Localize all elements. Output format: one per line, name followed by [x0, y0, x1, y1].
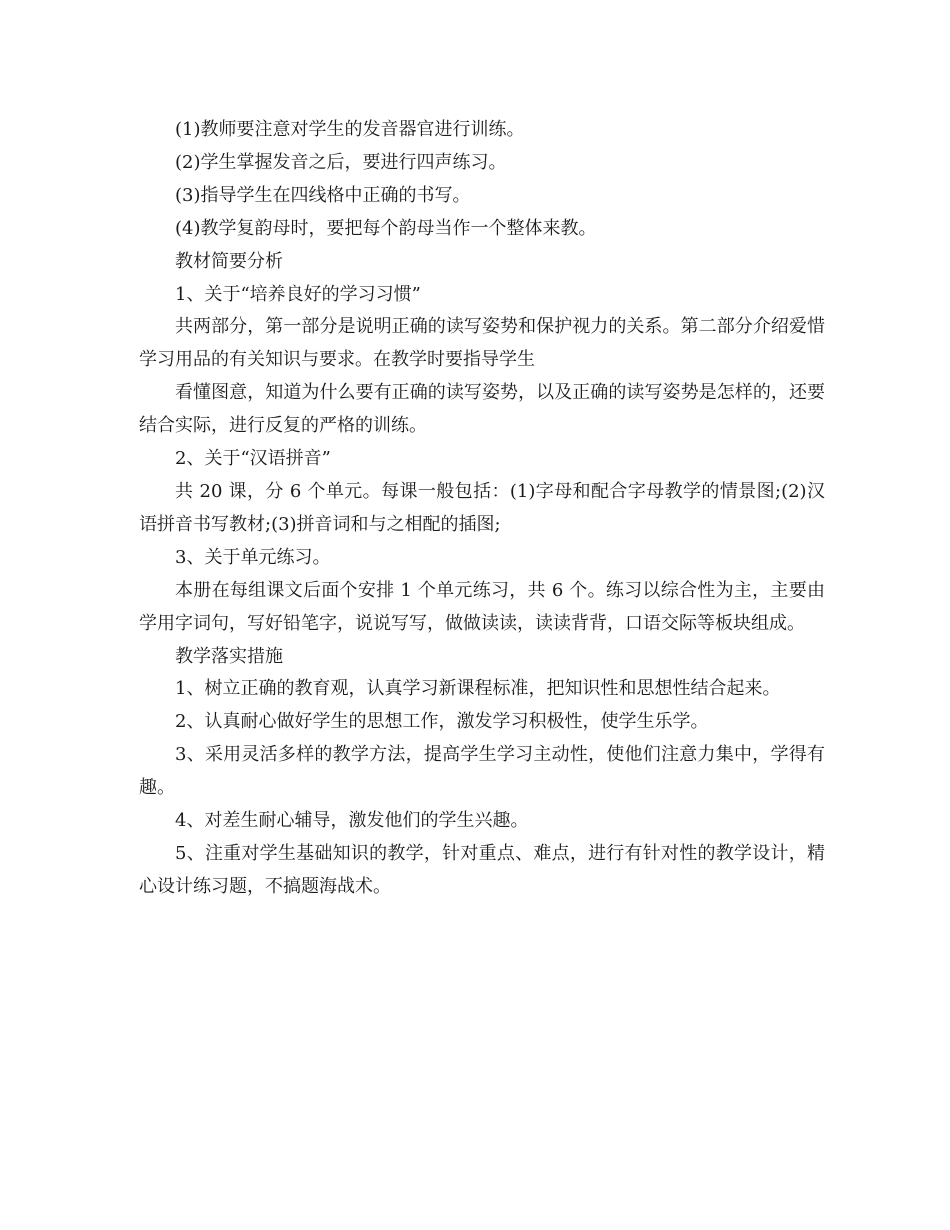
- document-body: [139, 114, 825, 904]
- measure-item-4: 4、对差生耐心辅导，激发他们的学生兴趣。: [175, 810, 529, 832]
- paragraph-step-1: (1)教师要注意对学生的发音器官进行训练。: [175, 119, 525, 140]
- subheading-pinyin: 2、关于“汉语拼音”: [175, 448, 331, 470]
- paragraph-unit-exercises: 本册在每组课文后面个安排 1 个单元练习，共 6 个。练习以综合性为主，主要由学用字词句，写好铅笔字，说说写写，做做读读，读读背背，口语交际等板块组成。: [139, 579, 825, 634]
- paragraph-reading-posture: 看懂图意，知道为什么要有正确的读写姿势，以及正确的读写姿势是怎样的，还要结合实际，进行反复的严格的训练。: [139, 382, 825, 437]
- measure-item-5: 5、注重对学生基础知识的教学，针对重点、难点，进行有针对性的教学设计，精心设计练习题，不搞题海战术。: [139, 842, 825, 897]
- paragraph-step-4: (4)教学复韵母时，要把每个韵母当作一个整体来教。: [175, 217, 597, 239]
- measure-item-1: 1、树立正确的教育观，认真学习新课程标准，把知识性和思想性结合起来。: [175, 678, 781, 700]
- paragraph-study-habits-parts: 共两部分，第一部分是说明正确的读写姿势和保护视力的关系。第二部分介绍爱惜学习用品的有关知识与要求。在教学时要指导学生: [139, 316, 825, 371]
- subheading-unit-exercises: 3、关于单元练习。: [175, 546, 331, 568]
- measure-item-2: 2、认真耐心做好学生的思想工作，激发学习积极性，使学生乐学。: [175, 711, 709, 733]
- measure-item-3: 3、采用灵活多样的教学方法，提高学生学习主动性，使他们注意力集中，学得有趣。: [139, 744, 825, 799]
- paragraph-step-3: (3)指导学生在四线格中正确的书写。: [175, 184, 471, 206]
- paragraph-pinyin-lessons: 共 20 课，分 6 个单元。每课一般包括：(1)字母和配合字母教学的情景图;(2)汉语拼音书写教材;(3)拼音词和与之相配的插图;: [139, 480, 825, 535]
- section-heading-textbook-analysis: 教材简要分析: [175, 250, 283, 272]
- section-heading-teaching-measures: 教学落实措施: [175, 645, 283, 667]
- paragraph-step-2: (2)学生掌握发音之后，要进行四声练习。: [175, 151, 507, 173]
- subheading-study-habits: 1、关于“培养良好的学习习惯”: [175, 283, 421, 305]
